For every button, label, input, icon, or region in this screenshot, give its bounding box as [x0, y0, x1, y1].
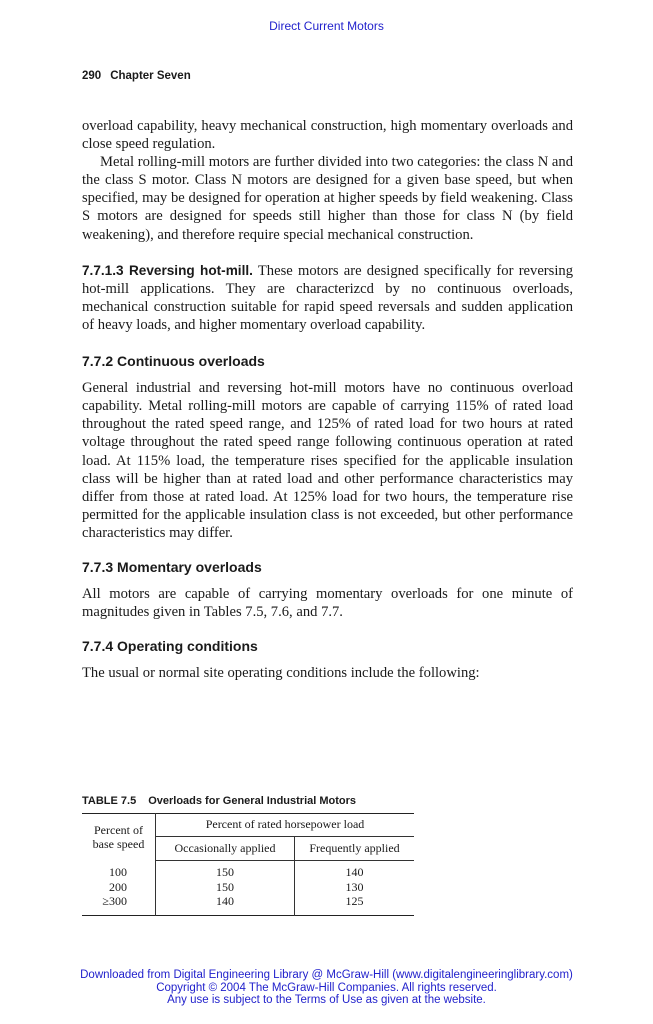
cell-occasional: 140: [156, 894, 295, 915]
page-number: 290: [82, 70, 102, 82]
column-header-frequent: Frequently applied: [295, 836, 415, 861]
column-header-speed: Percent of base speed: [82, 814, 156, 861]
column-group-header: Percent of rated horsepower load: [156, 814, 415, 837]
cell-speed: ≥300: [82, 894, 156, 915]
cell-occasional: 150: [156, 861, 295, 880]
footer-terms[interactable]: Any use is subject to the Terms of Use as given at the website.: [167, 994, 486, 1007]
cell-frequent: 130: [345, 879, 364, 894]
running-header-link[interactable]: Direct Current Motors: [269, 19, 384, 33]
section-heading-run-in: 7.7.1.3 Reversing hot-mill.: [82, 262, 253, 278]
section-7-7-1-3: [82, 262, 573, 334]
footer-download-link[interactable]: Downloaded from Digital Engineering Library @ McGraw-Hill (www.digitalengineeringlibrary.com): [80, 969, 573, 981]
table-7-5: [82, 795, 414, 916]
table-row: [82, 861, 414, 880]
running-head: [82, 70, 200, 82]
paragraph: The usual or normal site operating conditions include the following:: [82, 665, 480, 682]
column-header-occasional: Occasionally applied: [156, 836, 295, 861]
section-text: These motors are designed specifically for reversing hot-mill applications. They are characterizcd by no continuous overloads, mechanical construction suitable for rapid speed reversals and sudden application of heavy loads, and higher momentary overload capability.: [82, 262, 573, 333]
table-number: TABLE 7.5: [82, 795, 137, 807]
table-row: [82, 894, 414, 915]
paragraph: Metal rolling-mill motors are further divided into two categories: the class N and the class S motor. Class N motors are designed for a given base speed, but when specified, may be designed for operation at higher speeds by field weakening. Class S motors are designed for speeds still higher than those for class N (by field weakening), and therefore require special mechanical construction.: [82, 154, 573, 243]
table-caption: [82, 795, 414, 807]
chapter-label: Chapter Seven: [110, 70, 191, 82]
paragraph: All motors are capable of carrying momentary overloads for one minute of magnitudes given in Tables 7.5, 7.6, and 7.7.: [82, 586, 573, 621]
cell-speed: 100: [82, 861, 156, 880]
section-heading: 7.7.2 Continuous overloads: [82, 353, 265, 370]
section-heading: 7.7.4 Operating conditions: [82, 638, 258, 655]
cell-frequent: 140: [345, 865, 364, 879]
table-title: Overloads for General Industrial Motors: [148, 795, 357, 807]
table-row: [82, 880, 414, 895]
footer-copyright[interactable]: Copyright © 2004 The McGraw-Hill Companies. All rights reserved.: [156, 981, 497, 994]
page-body: [82, 117, 573, 682]
section-heading: 7.7.3 Momentary overloads: [82, 558, 262, 575]
overloads-table: [82, 813, 414, 916]
cell-occasional: 150: [156, 880, 295, 895]
cell-frequent: 125: [345, 894, 364, 908]
cell-speed: 200: [82, 880, 156, 895]
page-footer: [0, 969, 653, 1007]
paragraph: General industrial and reversing hot-mill motors have no continuous overload capability. Metal rolling-mill motors are capable of carrying 115% of rated load throughout the rated speed range, and 125% of rated load for two hours at rated voltage throughout the rated speed range following continuous operation at rated load. At 115% load, the temperature rises specified for the applicable insulation class will be higher than at rated load and other performance characteristics may differ from those at rated load. At 125% load for two hours, the temperature rise permitted for the applicable insulation class is not exceeded, but other performance characteristics may differ.: [82, 380, 573, 541]
paragraph: overload capability, heavy mechanical construction, high momentary overloads and close speed regulation.: [82, 118, 573, 153]
